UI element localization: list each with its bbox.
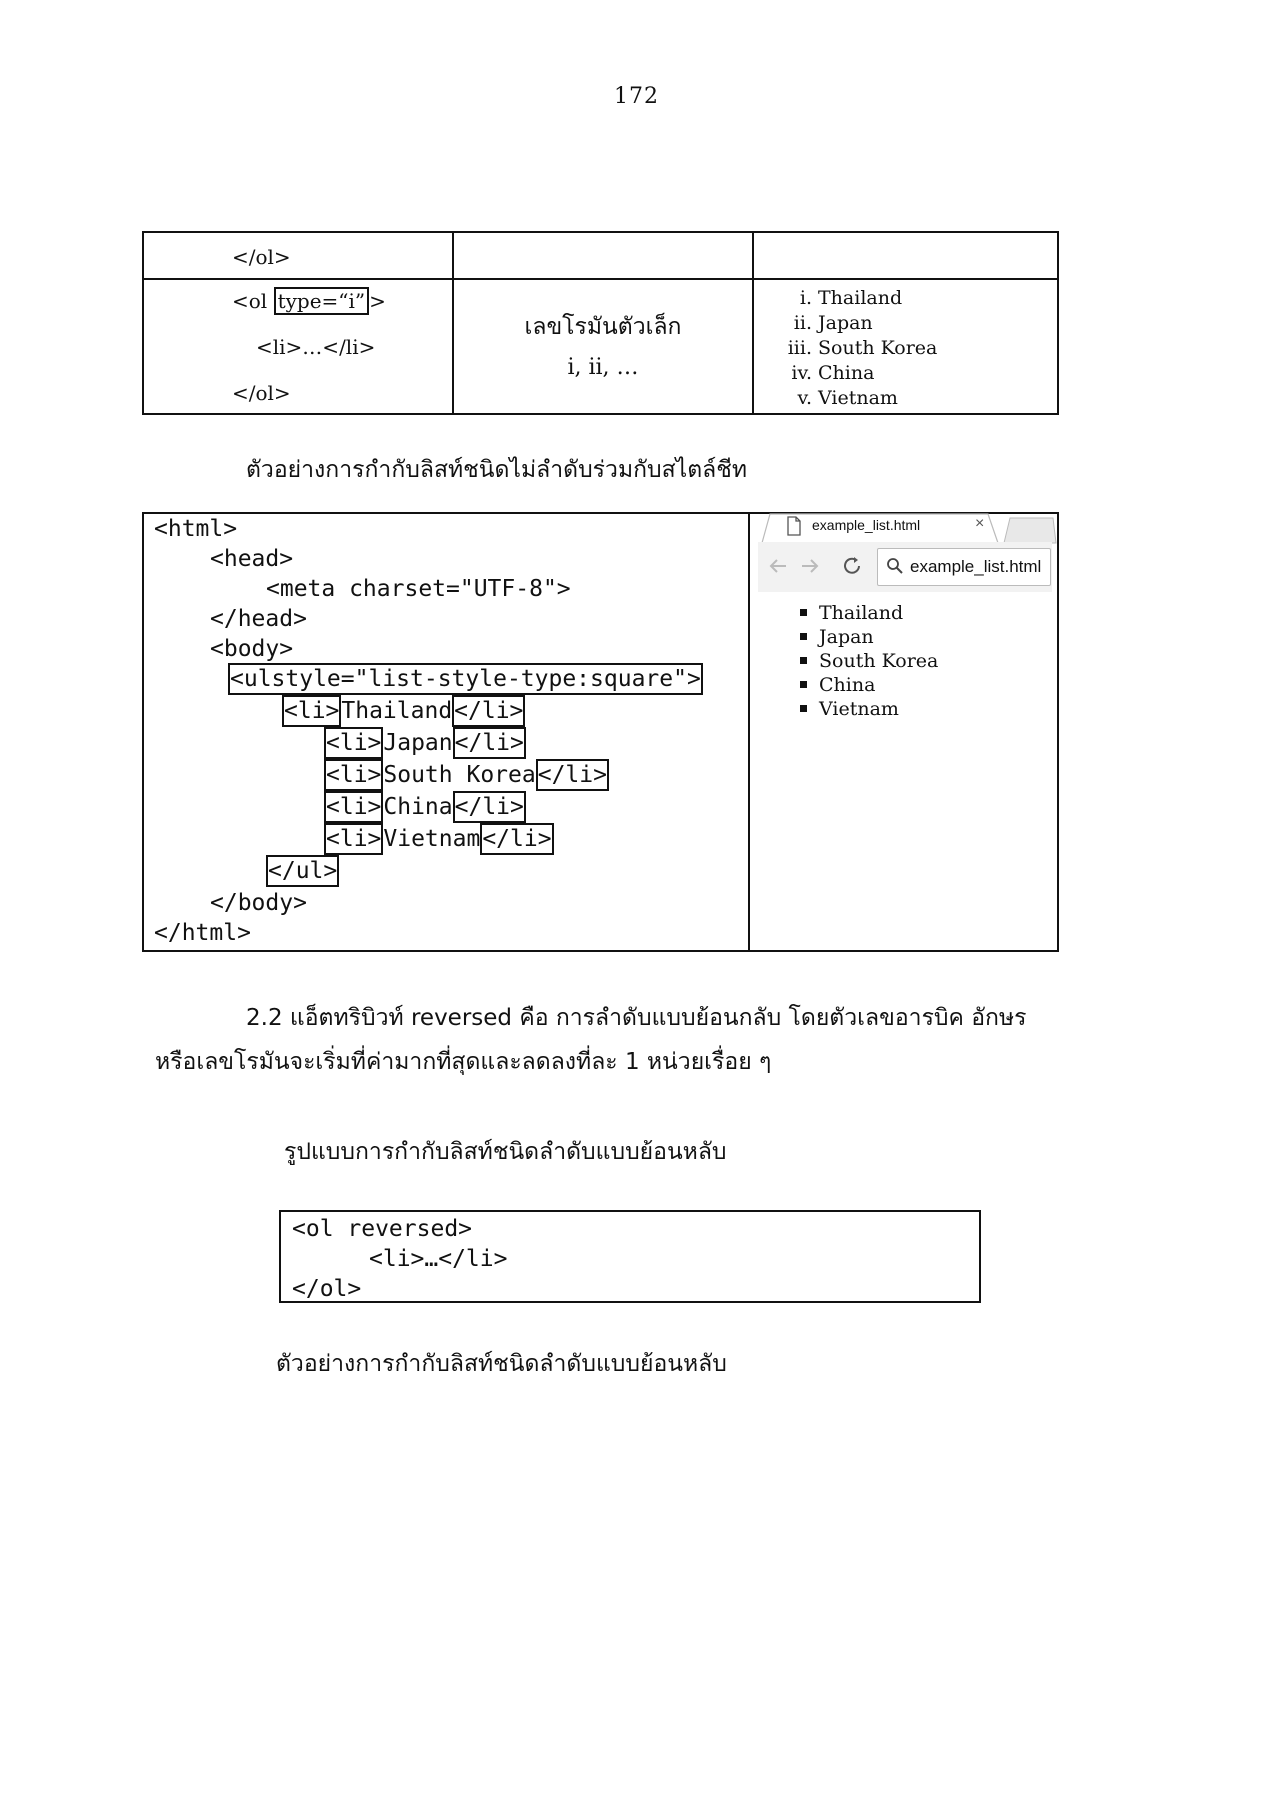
list-item: Thailand — [800, 602, 903, 624]
paragraph-line2: หรือเลขโรมันจะเริ่มที่ค่ามากที่สุดและลดลงที่ละ 1 หน่วยเรื่อย ๆ — [155, 1049, 772, 1075]
type-attribute: type=“i” — [274, 287, 370, 315]
code-html-close: </html> — [154, 920, 251, 946]
list-item: China — [800, 674, 875, 696]
square-bullet-icon — [800, 633, 807, 640]
row2-description-example: i, ii, … — [567, 355, 639, 380]
browser-tab-title[interactable]: example_list.html — [812, 517, 921, 533]
arrow-right-icon[interactable] — [800, 556, 820, 576]
code-li-line: <li>South Korea</li> — [324, 764, 609, 787]
list-item: iii. South Korea — [787, 337, 938, 359]
reload-icon[interactable] — [842, 555, 864, 577]
row2-code-line2: <li>…</li> — [256, 335, 376, 359]
code-li-line: <li>Japan</li> — [324, 732, 526, 755]
paragraph-line1: 2.2 แอ็ตทริบิวท์ reversed คือ การลำดับแบบย้อนกลับ โดยตัวเลขอารบิค อักษร — [246, 1005, 1027, 1031]
code-body-close: </body> — [210, 890, 307, 916]
address-text: example_list.html — [910, 557, 1042, 576]
file-icon — [786, 516, 802, 536]
list-item: iv. China — [791, 362, 875, 384]
row2-code-line3: </ol> — [232, 381, 291, 405]
syntax-ol-open: <ol reversed> — [292, 1216, 473, 1242]
heading-unordered-example: ตัวอย่างการกำกับลิสท์ชนิดไม่ลำดับร่วมกับสไตล์ชีท — [246, 457, 748, 483]
ol-open-prefix: <ol — [232, 289, 274, 313]
code-body-open: <body> — [210, 636, 294, 662]
table-divider — [144, 278, 1057, 280]
list-item: i. Thailand — [799, 287, 903, 309]
code-head-close: </head> — [210, 606, 307, 632]
square-bullet-icon — [800, 657, 807, 664]
square-bullet-icon — [800, 609, 807, 616]
tab-close-icon[interactable]: × — [975, 515, 985, 532]
heading-reversed-format: รูปแบบการกำกับลิสท์ชนิดลำดับแบบย้อนหลับ — [284, 1139, 727, 1165]
list-item: v. Vietnam — [797, 387, 898, 409]
code-li-line: <li>China</li> — [324, 796, 526, 819]
arrow-left-icon[interactable] — [768, 556, 788, 576]
row1-code: </ol> — [232, 245, 291, 269]
heading-reversed-example: ตัวอย่างการกำกับลิสท์ชนิดลำดับแบบย้อนหลับ — [276, 1351, 727, 1377]
square-bullet-icon — [800, 705, 807, 712]
row2-code-line1 — [232, 289, 386, 313]
code-head-open: <head> — [210, 546, 294, 572]
code-ul-open: <ulstyle="list-style-type:square"> — [228, 668, 703, 691]
list-item: ii. Japan — [793, 312, 873, 334]
search-icon — [886, 557, 904, 575]
code-li-line: <li>Thailand</li> — [282, 700, 525, 723]
code-li-line: <li>Vietnam</li> — [324, 828, 554, 851]
ol-open-suffix: > — [369, 289, 386, 313]
list-item: South Korea — [800, 650, 938, 672]
code-browser-divider — [748, 514, 750, 950]
list-item: Vietnam — [800, 698, 899, 720]
page-number: 172 — [614, 84, 659, 109]
code-ul-close: </ul> — [266, 860, 339, 883]
syntax-ol-close: </ol> — [292, 1276, 362, 1302]
list-type-table — [142, 231, 1059, 415]
code-html-open: <html> — [154, 516, 238, 542]
list-item: Japan — [800, 626, 874, 648]
code-meta: <meta charset="UTF-8"> — [266, 576, 571, 602]
row2-description-title: เลขโรมันตัวเล็ก — [524, 314, 682, 340]
square-bullet-icon — [800, 681, 807, 688]
syntax-li: <li>…</li> — [369, 1246, 508, 1272]
